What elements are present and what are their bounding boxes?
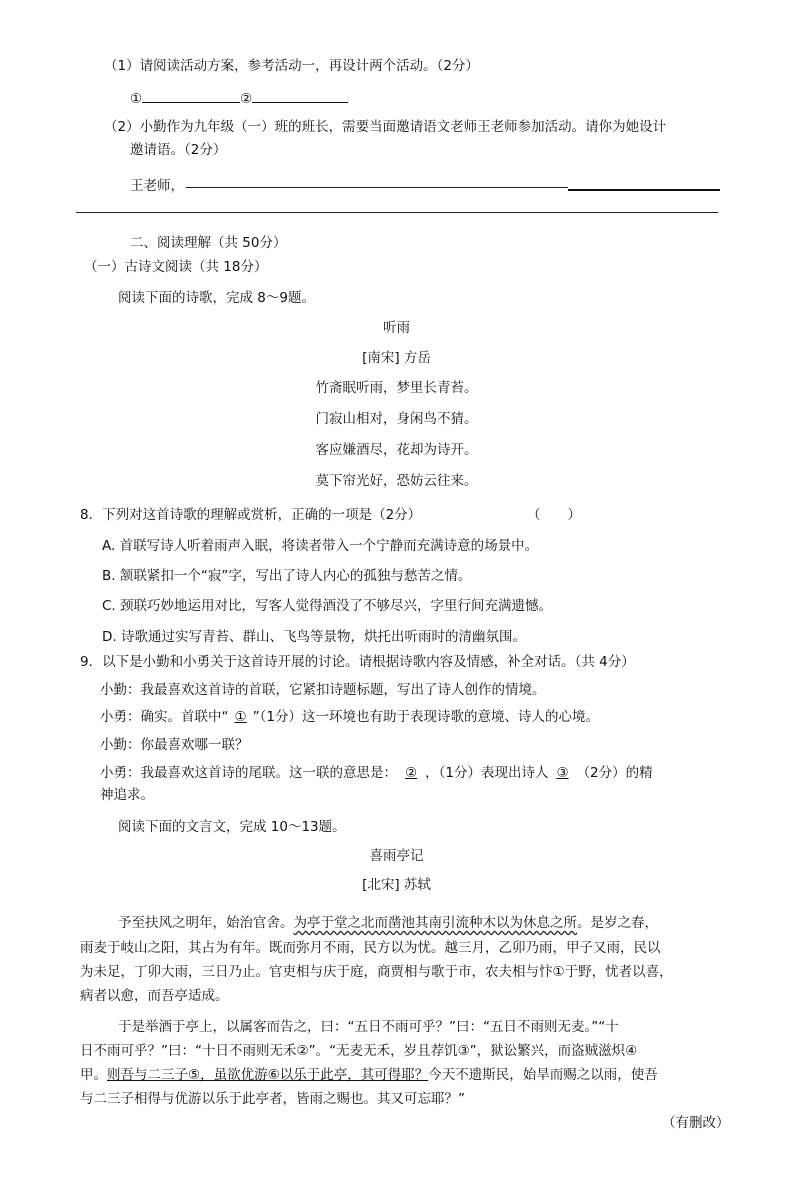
poem-author: [南宋] 方岳 [362, 350, 431, 366]
dialogue-text: ，（1分）表现出诗人 [425, 765, 549, 781]
salutation-label: 王老师， [130, 178, 184, 194]
option-a: A. 首联写诗人听着雨声入眠，将读者带入一个宁静而充满诗意的场景中。 [102, 538, 539, 554]
prose-title: 喜雨亭记 [369, 848, 424, 864]
answer-blank-1[interactable] [142, 88, 240, 103]
dialogue-text: 小勇：确实。首联中“ [100, 709, 229, 725]
question-2-text: （2）小勤作为九年级（一）班的班长，需要当面邀请语文老师王老师参加活动。请你为她设计 [104, 119, 667, 135]
underlined-sentence: 则吾与二三子⑤，虽欲优游⑥以乐于此亭，其可得耶？ [107, 1067, 429, 1083]
prose-line: 与二三子相得与优游以乐于此亭者，皆雨之赐也。其又可忘耶？” [80, 1091, 465, 1107]
poem-line: 竹斋眠听雨，梦里长青苔。 [315, 380, 478, 396]
prose-line [80, 1065, 658, 1085]
dialogue-line: 小勤：你最喜欢哪一联？ [100, 737, 249, 753]
question-2-text-cont: 邀请语。（2分） [130, 142, 227, 158]
marked-sentence: 为亭于堂之北而凿池其南引流种木以为休息之所 [293, 915, 577, 931]
dialogue-text: 小勇：我最喜欢这首诗的尾联。这一联的意思是： [100, 765, 397, 781]
question-8-stem: 8．下列对这首诗歌的理解或赏析，正确的一项是（2分） [80, 507, 422, 523]
prose-line: 于是举酒于亭上，以属客而告之，曰：“五日不雨可乎？”曰：“五日不雨则无麦。”“十 [118, 1019, 619, 1035]
answer-blank-2[interactable] [252, 88, 348, 103]
prose-line: 为未足，丁卯大雨，三日乃止。官吏相与庆于庭，商贾相与歌于市，农夫相与忭①于野，忧者以喜， [80, 964, 673, 980]
question-9-stem: 9．以下是小勤和小勇关于这首诗开展的讨论。请根据诗歌内容及情感，补全对话。（共 4分） [80, 654, 635, 670]
poem-instruction: 阅读下面的诗歌，完成 8～9题。 [118, 290, 315, 306]
dialogue-line [100, 763, 653, 783]
prose-text: 。是岁之春， [577, 915, 658, 931]
prose-text: 今天不遗斯民，始旱而赐之以雨，使吾 [428, 1067, 658, 1083]
prose-text: 甲。 [80, 1067, 107, 1083]
option-b: B. 颔联紧扣一个“寂”字，写出了诗人内心的孤独与愁苦之情。 [102, 568, 472, 584]
dialogue-line [100, 707, 599, 727]
prose-text: 予至扶风之明年，始治官舍。 [118, 915, 294, 931]
prose-author: [北宋] 苏轼 [362, 877, 431, 893]
circle-mark-1: ① [130, 91, 143, 107]
section-divider [76, 212, 718, 213]
dialogue-text: （2分）的精 [576, 765, 653, 781]
poem-line: 莫下帘光好，恐妨云往来。 [315, 473, 478, 489]
section-title: 二、阅读理解（共 50分） [130, 235, 287, 251]
source-note: （有删改） [662, 1115, 730, 1131]
dialogue-line: 小勤：我最喜欢这首诗的首联，它紧扣诗题标题，写出了诗人创作的情境。 [100, 682, 546, 698]
answer-blank-1[interactable]: ① [234, 709, 247, 725]
prose-line: 病者以愈，而吾亭适成。 [80, 988, 229, 1004]
prose-line: 雨麦于岐山之阳，其占为有年。既而弥月不雨，民方以为忧。越三月，乙卯乃雨，甲子又雨，民以 [80, 940, 661, 956]
poem-title: 听雨 [383, 320, 410, 336]
answer-line-row [130, 88, 348, 109]
invitation-answer-line-thick[interactable] [568, 189, 720, 191]
option-c: C. 颈联巧妙地运用对比，写客人觉得酒没了不够尽兴，字里行间充满遗憾。 [102, 598, 553, 614]
subsection-title: （一）古诗文阅读（共 18分） [84, 259, 268, 275]
circle-mark-2: ② [240, 91, 253, 107]
option-d: D. 诗歌通过实写青苔、群山、飞鸟等景物，烘托出听雨时的清幽氛围。 [102, 629, 526, 645]
answer-blank-3[interactable]: ③ [556, 765, 569, 781]
question-1-text: （1）请阅读活动方案，参考活动一，再设计两个活动。（2分） [104, 58, 479, 74]
prose-instruction: 阅读下面的文言文，完成 10～13题。 [118, 819, 346, 835]
prose-line [118, 913, 658, 933]
answer-paren[interactable]: （ ） [527, 507, 581, 523]
dialogue-line-cont: 神追求。 [100, 787, 154, 803]
prose-line: 日不雨可乎？”曰：“十日不雨则无禾②”。“无麦无禾，岁且荐饥③”，狱讼繁兴，而盗贼滋炽④ [80, 1043, 638, 1059]
dialogue-text: ”（1分）这一环境也有助于表现诗歌的意境、诗人的心境。 [252, 709, 599, 725]
poem-line: 客应嫌酒尽，花却为诗开。 [315, 442, 478, 458]
poem-line: 门寂山相对，身闲鸟不猜。 [315, 411, 478, 427]
answer-blank-2[interactable]: ② [405, 765, 418, 781]
invitation-answer-line[interactable] [186, 187, 568, 188]
